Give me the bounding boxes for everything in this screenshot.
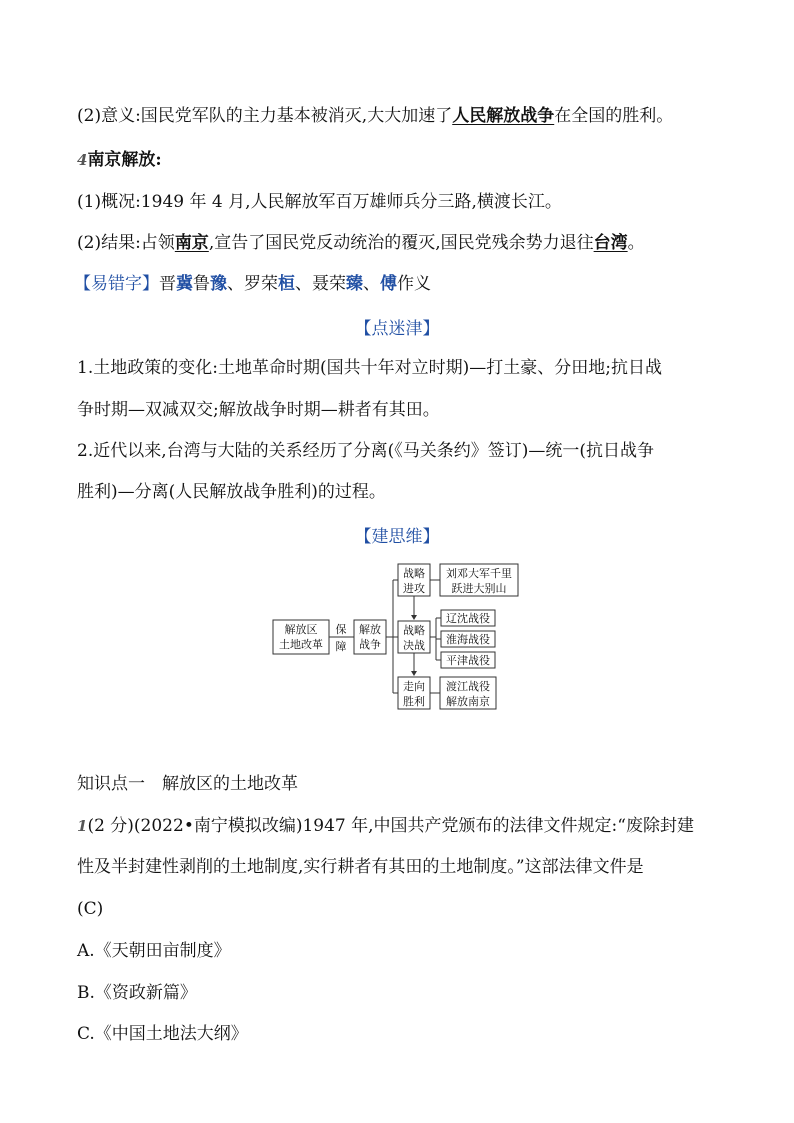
- question-text-1: (2 分)(2022•南宁模拟改编)1947 年,中国共产党颁布的法律文件规定:“废除封建: [87, 816, 694, 836]
- stage-3-item-1: 渡江战役: [446, 680, 490, 693]
- result-pre: (2)结果:占领: [77, 233, 175, 253]
- meaning-tail: 在全国的胜利。: [554, 106, 674, 126]
- nanjing-heading: 南京解放:: [87, 150, 162, 170]
- stage-1-label-2: 进攻: [403, 582, 425, 595]
- question-line-1: [77, 814, 694, 838]
- meaning-keyword: 人民解放战争: [452, 106, 555, 126]
- question-number: 1: [77, 817, 88, 835]
- typo-char: 傅: [380, 274, 397, 294]
- typo-char: 冀: [176, 274, 193, 294]
- typo-text: 、: [363, 274, 380, 294]
- point-2-line-2: 胜利)—分离(人民解放战争胜利)的过程。: [77, 482, 386, 502]
- knowledge-title: 知识点一 解放区的土地改革: [77, 774, 298, 794]
- stage-2-label-1: 战略: [403, 624, 425, 637]
- option-a: A.《天朝田亩制度》: [77, 941, 231, 961]
- link-label-1: 保: [335, 623, 347, 636]
- typo-text: 、聂荣: [295, 274, 346, 294]
- question-line-2: 性及半封建性剥削的土地制度,实行耕者有其田的土地制度。”这部法律文件是: [77, 857, 644, 877]
- option-c: C.《中国土地法大纲》: [77, 1024, 248, 1044]
- arrowhead: [411, 615, 417, 620]
- result-post: 。: [627, 233, 645, 253]
- stage-2-item-2: 淮海战役: [446, 633, 490, 646]
- root-label-2: 土地改革: [279, 638, 323, 651]
- stage-1-item-2: 跃进大别山: [451, 582, 507, 595]
- option-b: B.《资政新篇》: [77, 983, 197, 1003]
- result-keyword-taiwan: 台湾: [593, 233, 628, 253]
- war-label-2: 战争: [359, 638, 381, 651]
- stage-2-item-3: 平津战役: [446, 654, 490, 667]
- stage-3-label-1: 走向: [403, 680, 425, 693]
- stage-1-item-1: 刘邓大军千里: [446, 567, 512, 580]
- overview-line: (1)概况:1949 年 4 月,人民解放军百万雄师兵分三路,横渡长江。: [77, 192, 562, 212]
- link-label-2: 障: [335, 640, 347, 653]
- point-1-line-1: 1.土地政策的变化:土地革命时期(国共十年对立时期)—打土豪、分田地;抗日战: [77, 358, 662, 378]
- typo-text: 晋: [159, 274, 176, 294]
- section-dianmijin: 【点迷津】: [354, 319, 440, 339]
- stage-2-label-2: 决战: [403, 639, 425, 652]
- typo-label: 【易错字】: [74, 274, 159, 294]
- typo-char: 豫: [210, 274, 227, 294]
- point-2-line-1: 2.近代以来,台湾与大陆的关系经历了分离(《马关条约》签订)—统一(抗日战争: [77, 441, 655, 461]
- meaning-text: (2)意义:国民党军队的主力基本被消灭,大大加速了: [77, 106, 453, 126]
- arrowhead: [411, 671, 417, 676]
- typo-text: 鲁: [193, 274, 210, 294]
- point-1-line-2: 争时期—双减双交;解放战争时期—耕者有其田。: [77, 400, 440, 420]
- stage-2-item-1: 辽沈战役: [446, 612, 490, 625]
- result-mid: ,宣告了国民党反动统治的覆灭,国民党残余势力退往: [208, 233, 594, 253]
- typo-text: 、罗荣: [227, 274, 278, 294]
- question-answer: (C): [77, 899, 104, 919]
- war-label-1: 解放: [359, 623, 381, 636]
- stage-3-label-2: 胜利: [403, 695, 425, 708]
- nanjing-number: 4: [77, 151, 88, 169]
- stage-3-item-2: 解放南京: [446, 695, 490, 708]
- typo-text: 作义: [397, 274, 431, 294]
- result-keyword-nanjing: 南京: [174, 233, 209, 253]
- section-jiansiwei: 【建思维】: [354, 527, 440, 547]
- typo-char: 桓: [278, 274, 295, 294]
- root-label-1: 解放区: [284, 623, 318, 636]
- typo-char: 臻: [346, 274, 363, 294]
- stage-1-label-1: 战略: [403, 567, 425, 580]
